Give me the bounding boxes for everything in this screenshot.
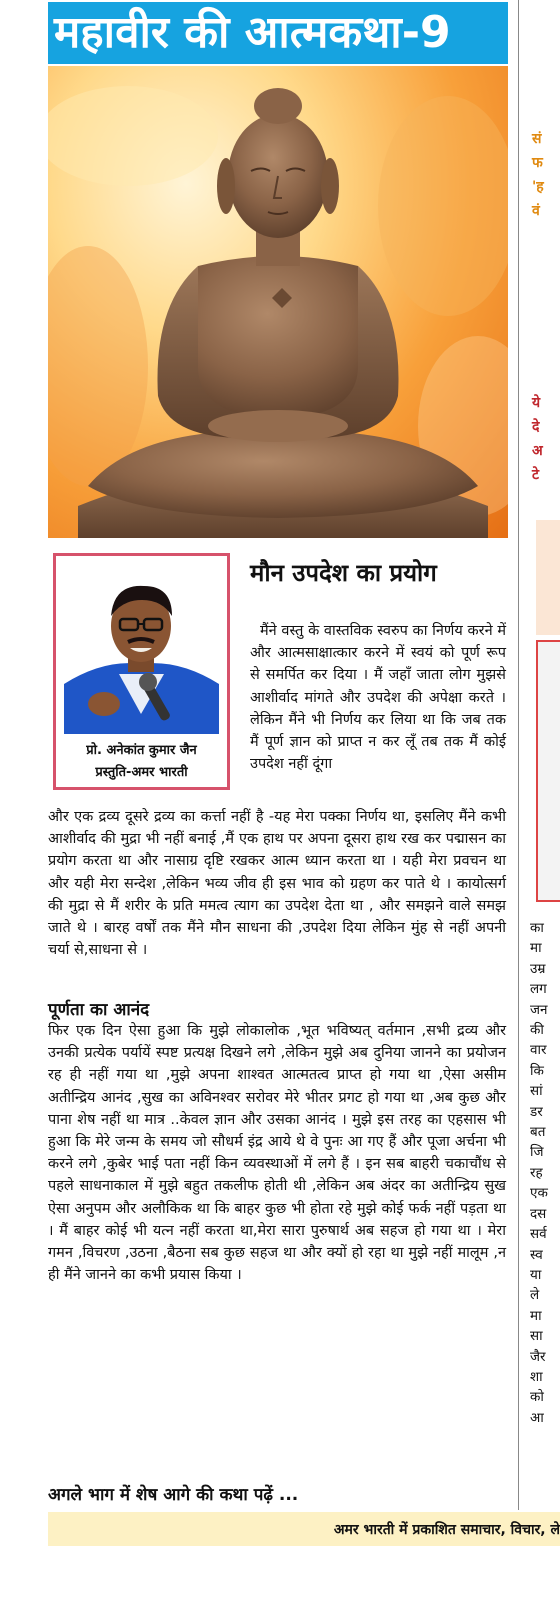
side-line: या (530, 1266, 542, 1283)
side-line: का (530, 920, 544, 936)
continued-note: अगले भाग में शेष आगे की कथा पढ़ें ... (48, 1485, 299, 1505)
side-fragment: ये (532, 395, 541, 411)
side-line: दस (530, 1205, 547, 1222)
side-line: उम्र (530, 960, 546, 977)
article-paragraph: मैंने वस्तु के वास्तविक स्वरुप का निर्णय करने में और आत्मसाक्षात्कार करने में स्वयं को पूर्ण रूप से समर्पित कर दिया । मैं जहाँ जाता लोग मुझसे आशीर्वाद मांगते और उपदेश की अपेक्षा करते । लेकिन मैंने भी निर्णय कर लिया था कि जब तक मैं पूर्ण ज्ञान को प्राप्त न कर लूँ तब तक मैं कोई उपदेश नहीं दूंगा (250, 623, 506, 773)
presenter-credit: प्रस्तुति-अमर भारती (95, 765, 188, 780)
side-line: जन (530, 1001, 548, 1018)
article-heading: मौन उपदेश का प्रयोग (250, 559, 437, 587)
side-line: मा (530, 1307, 542, 1324)
side-fragment: वं (532, 203, 540, 219)
side-line: स्व (530, 1246, 543, 1263)
side-line: को (530, 1389, 544, 1406)
side-line: जैर (530, 1348, 546, 1365)
side-fragment: 'ह (532, 179, 544, 195)
side-line: वार (530, 1042, 547, 1059)
side-line: रह (530, 1164, 543, 1181)
side-line: बत (530, 1124, 546, 1141)
side-fragment: सं (532, 131, 542, 147)
column-divider (518, 0, 519, 1510)
side-line: सा (530, 1328, 543, 1345)
side-line: शा (530, 1368, 543, 1385)
side-line: एक (530, 1185, 548, 1202)
footer-band (48, 1512, 560, 1546)
side-line: कि (530, 1062, 544, 1079)
side-line: डर (530, 1103, 543, 1120)
side-fragment: अ (532, 443, 543, 459)
page-title: महावीर की आत्मकथा-9 (48, 2, 508, 64)
side-line: सर्व (530, 1226, 547, 1243)
side-fragment: टे (532, 467, 540, 483)
article-paragraph: फिर एक दिन ऐसा हुआ कि मुझे लोकालोक ,भूत भविष्यत् वर्तमान ,सभी द्रव्य और उनकी प्रत्येक पर्यायें स्पष्ट प्रत्यक्ष दिखने लगे ,लेकिन मुझे अब दुनिया जानने का प्रयोजन रह ही नहीं गया था ,मुझे अपना शाश्वत आत्मतत्व प्राप्त हो गया था ,ऐसा असीम अतीन्द्रिय आनंद ,सुख का अविनश्वर सरोवर मेरे भीतर प्रगट हो गया था ,अब कुछ और पाना शेष नहीं था मात्र ..केवल ज्ञान और उसका आनंद । मुझे इस तरह का एहसास भी हुआ कि मेरे जन्म के समय जो सौधर्म इंद्र आये थे वे पुनः आ गए हैं और पूजा अर्चना भी करने लगे ,कुबेर भाई पता नहीं किन व्यवस्थाओं में लगे हैं । इन सब बाहरी चकाचौंध से पहले साधनाकाल में मुझे बहुत तकलीफ होती थी ,लेकिन अब अंदर का अतीन्द्रिय सुख ऐसा अनुपम और अलौकिक था कि बाहर कुछ भी होता रहे मुझे कोई फर्क नहीं पड़ता था । मैं बाहर कोई भी यत्न नहीं करता था,मेरा सारा पुरुषार्थ अब सहज हो गया था । मेरा गमन ,विचरण ,उठना ,बैठना सब कुछ सहज था और क्यों हो रहा था मुझे नहीं मालूम ,न ही मैंने जानने का कभी प्रयास किया । (48, 1023, 506, 1284)
side-boxed-fragment (536, 640, 560, 902)
side-line: आ (530, 1409, 544, 1426)
mahavira-idol-image (48, 66, 508, 538)
author-box (53, 553, 230, 790)
side-image-fragment (536, 520, 560, 635)
author-photo (64, 564, 219, 734)
author-name: प्रो. अनेकांत कुमार जैन (86, 743, 197, 758)
side-line: लग (530, 981, 547, 998)
side-line: मा (530, 940, 542, 957)
side-fragment: दे (532, 419, 540, 435)
side-line: की (530, 1022, 544, 1039)
section-subheading: पूर्णता का आनंद (48, 1000, 150, 1020)
footer-text: अमर भारती में प्रकाशित समाचार, विचार, ले (333, 1522, 560, 1538)
side-line: सां (530, 1083, 543, 1100)
side-column-text (530, 918, 560, 1428)
side-fragment: फ (532, 155, 543, 171)
side-line: ले (530, 1287, 540, 1304)
article-paragraph: और एक द्रव्य दूसरे द्रव्य का कर्त्ता नहीं है -यह मेरा पक्का निर्णय था, इसलिए मैंने कभी आशीर्वाद की मुद्रा भी नहीं बनाई ,मैं एक हाथ पर अपना दूसरा हाथ रख कर पद्मासन का प्रयोग करता था और नासाग्र दृष्टि रखकर आत्म ध्यान करता था । यही मेरा प्रवचन था और यही मेरा सन्देश ,लेकिन भव्य जीव ही इस भाव को ग्रहण कर पाते थे । कायोत्सर्ग की मुद्रा से मैं शरीर के प्रति ममत्व त्याग का उपदेश देता था , और समझने वाले समझ जाते थे । बारह वर्षों तक मैंने मौन साधना की ,उपदेश दिया लेकिन मुंह से नहीं अपनी चर्या से,साधना से । (48, 809, 506, 959)
side-line: जि (530, 1144, 544, 1161)
